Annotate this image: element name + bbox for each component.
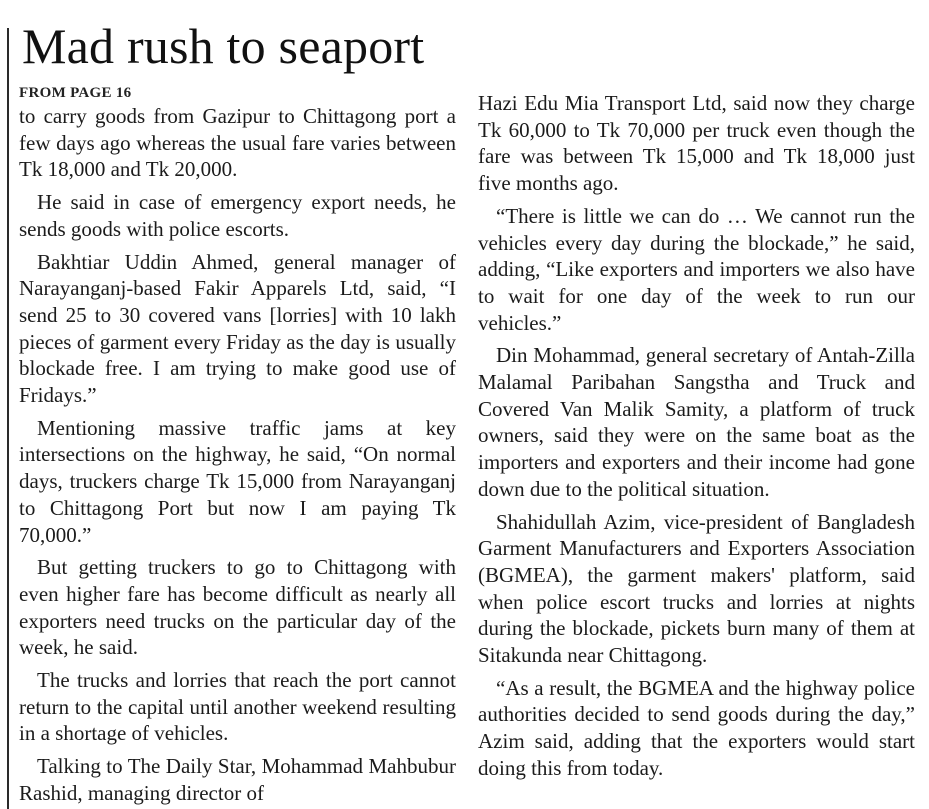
paragraph: Mentioning massive traffic jams at key intersections on the highway, he said, “On normal days, truckers charge Tk 15,000 from Narayanganj to Chittagong Port but now I am paying Tk 70,000.” [19, 415, 456, 547]
headline: Mad rush to seaport [22, 18, 425, 74]
article-column-right [478, 90, 915, 782]
paragraph: “There is little we can do … We cannot run the vehicles every day during the blockade,” he said, adding, “Like exporters and importers we also have to wait for one day of the week to run our vehicles.” [478, 203, 915, 335]
paragraph: He said in case of emergency export needs, he sends goods with police escorts. [19, 190, 456, 241]
paragraph: Din Mohammad, general secretary of Antah-Zilla Malamal Paribahan Sangstha and Truck and Covered Van Malik Samity, a platform of truck owners, said they were on the same boat as the importers and exporters and their income had gone down due to the political situation. [478, 343, 915, 501]
paragraph: “As a result, the BGMEA and the highway police authorities decided to send goods during the day,” Azim said, adding that the exporters would start doing this from today. [478, 675, 915, 780]
paragraph: The trucks and lorries that reach the port cannot return to the capital until another weekend resulting in a shortage of vehicles. [19, 668, 456, 746]
continuation-label: FROM PAGE 16 [19, 85, 132, 101]
article-column-left [19, 84, 456, 807]
paragraph: Hazi Edu Mia Transport Ltd, said now they charge Tk 60,000 to Tk 70,000 per truck even though the fare was between Tk 15,000 and Tk 18,000 just five months ago. [478, 91, 915, 196]
paragraph: Shahidullah Azim, vice-president of Bangladesh Garment Manufacturers and Exporters Association (BGMEA), the garment makers' platform, said when police escort trucks and lorries at nights during the blockade, pickets burn many of them at Sitakunda near Chittagong. [478, 509, 915, 668]
paragraph: Bakhtiar Uddin Ahmed, general manager of Narayanganj-based Fakir Apparels Ltd, said, “I send 25 to 30 covered vans [lorries] with 10 lakh pieces of garment every Friday as the day is usually blockade free. I am trying to make good use of Fridays.” [19, 249, 456, 408]
paragraph: Talking to The Daily Star, Mohammad Mahbubur Rashid, managing director of [19, 754, 456, 805]
paragraph: But getting truckers to go to Chittagong with even higher fare has become difficult as nearly all exporters need trucks on the particular day of the week, he said. [19, 555, 456, 660]
column-rule [7, 28, 9, 809]
paragraph: to carry goods from Gazipur to Chittagong port a few days ago whereas the usual fare varies between Tk 18,000 and Tk 20,000. [19, 104, 456, 182]
